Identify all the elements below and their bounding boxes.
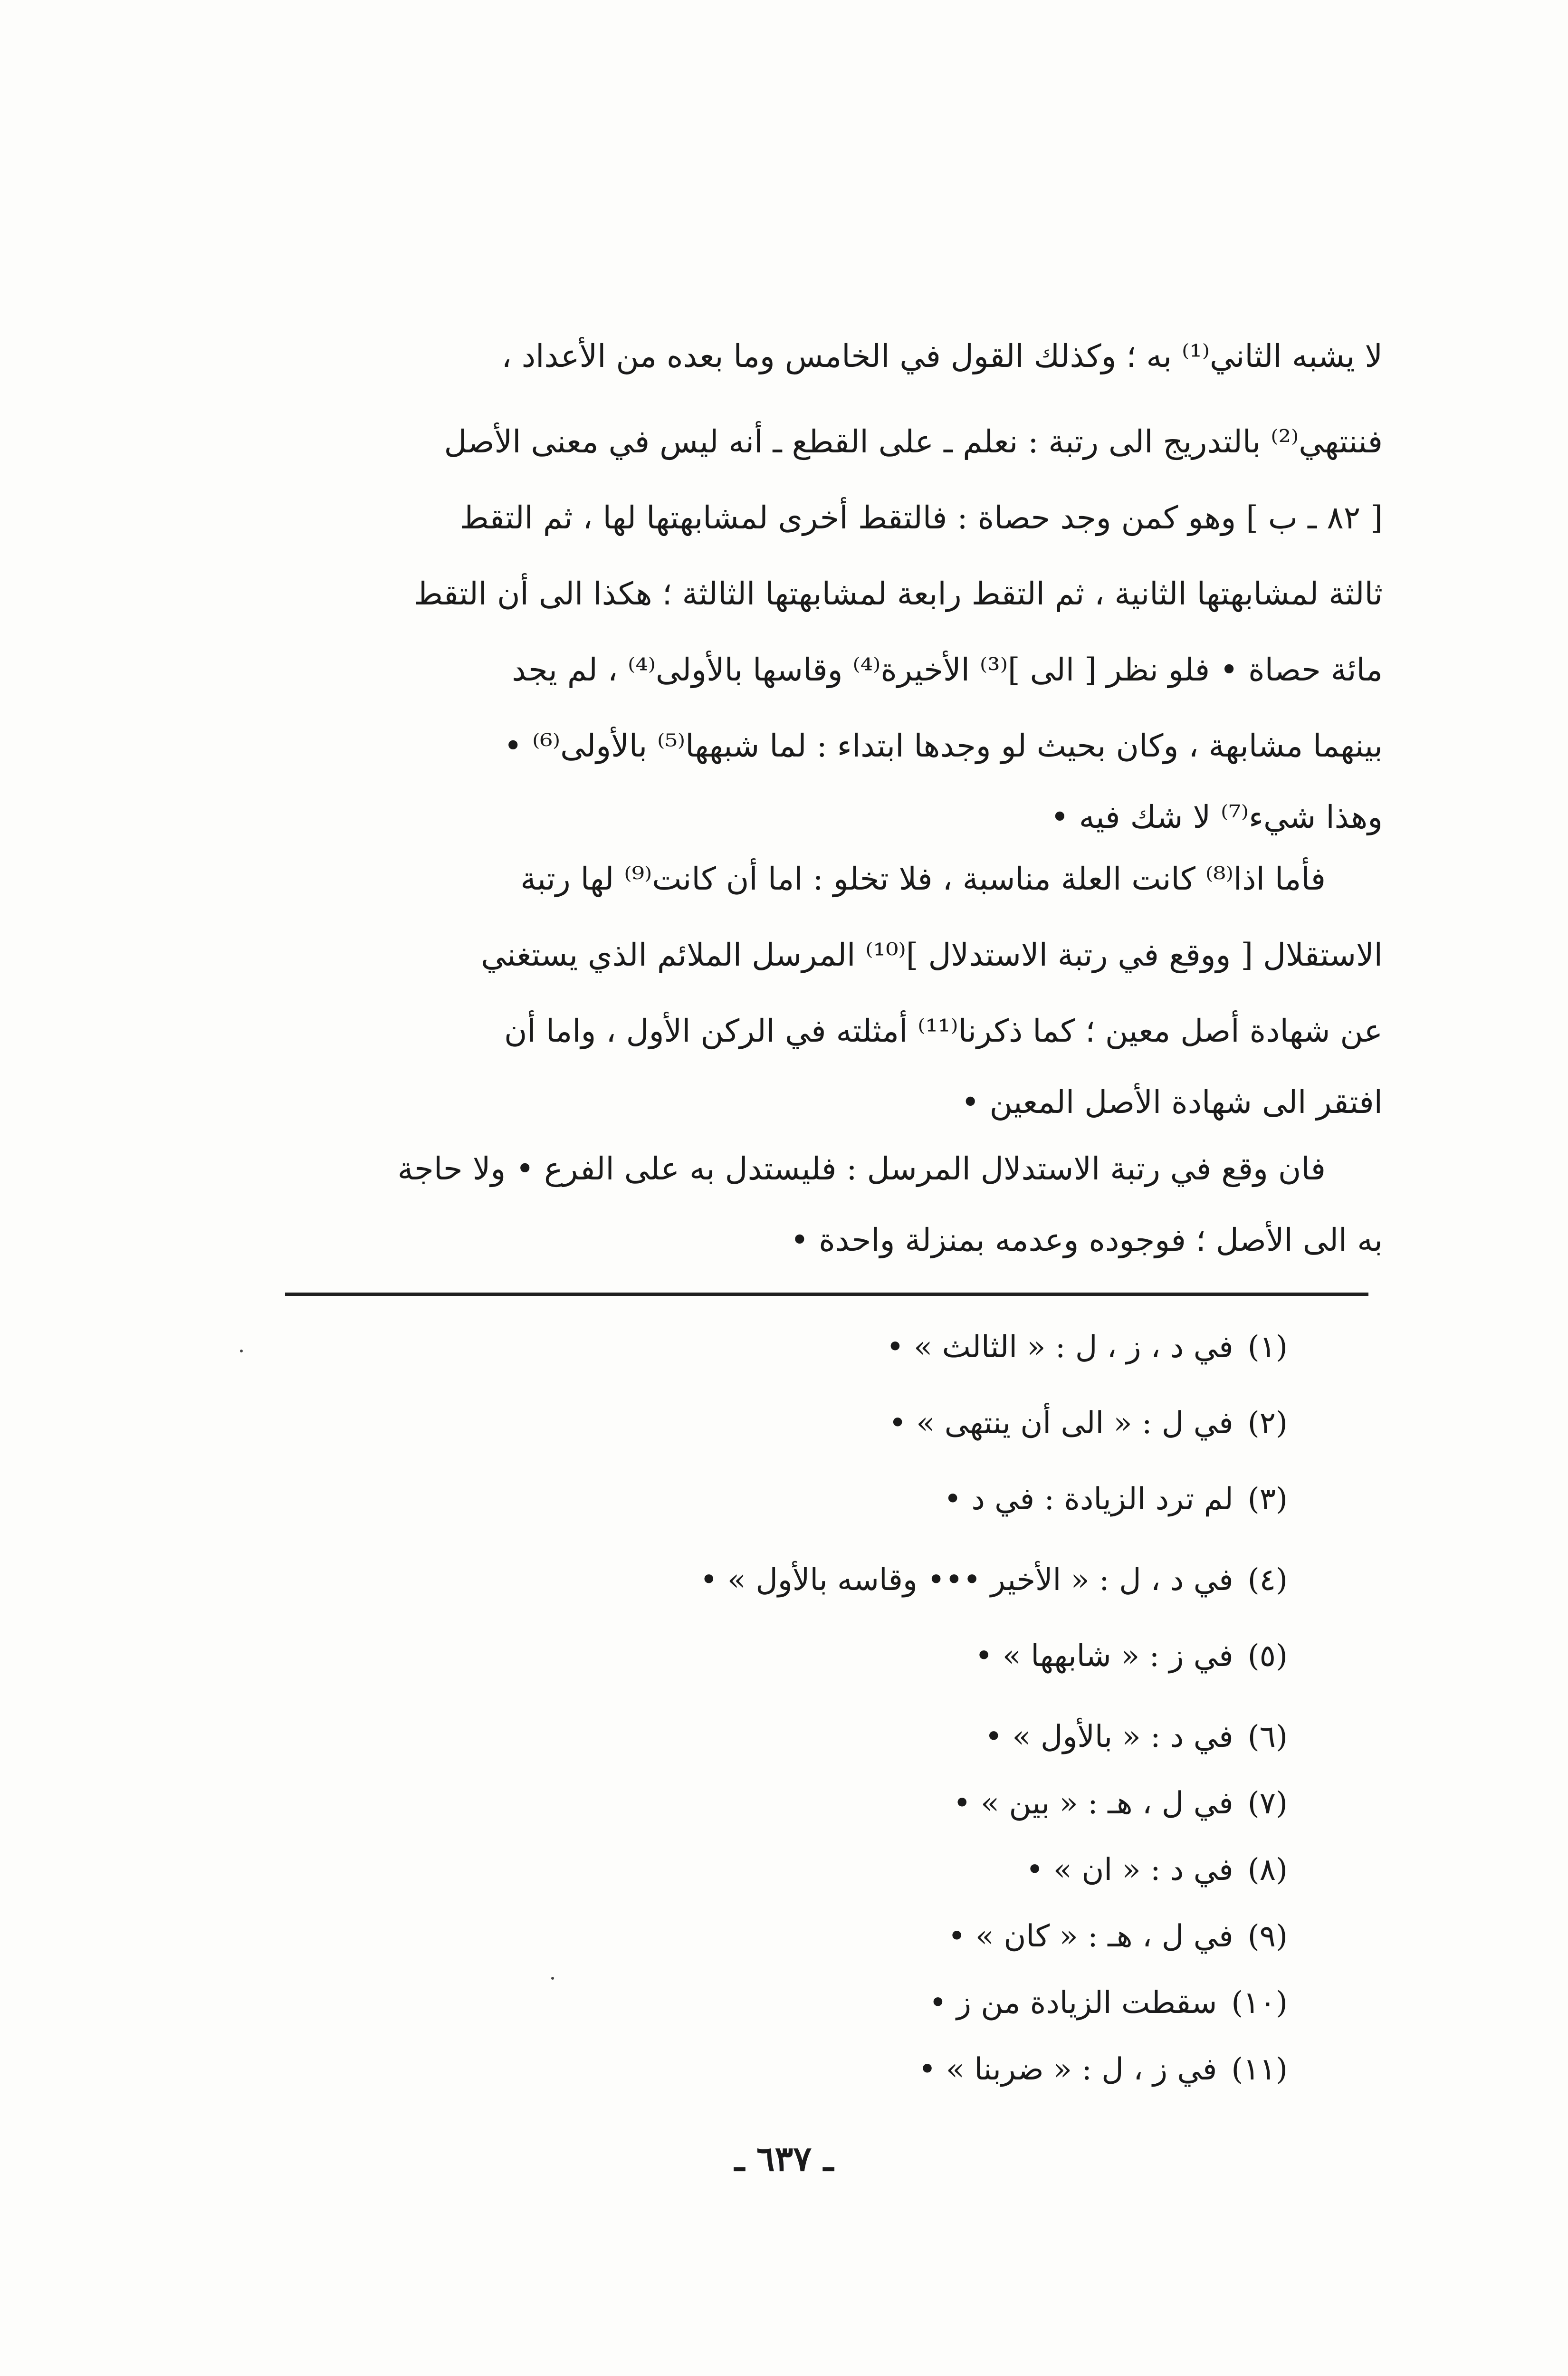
footnote-2 bbox=[889, 1402, 1288, 1445]
footnote-6 bbox=[985, 1715, 1288, 1758]
text-line: بينهما مشابهة ، وكان بحيث لو وجدها ابتداء : لما شبهها⁽⁵⁾ بالأولى⁽⁶⁾ • bbox=[504, 728, 1383, 764]
footnote-number: (٩) bbox=[1247, 1919, 1288, 1954]
scan-speck bbox=[551, 1977, 554, 1980]
text-line: فننتهي⁽²⁾ بالتدريج الى رتبة : نعلم ـ على القطع ـ أنه ليس في معنى الأصل bbox=[444, 423, 1383, 460]
footnote-number: (٧) bbox=[1247, 1786, 1288, 1821]
text-line: [ ٨٢ ـ ب ] وهو كمن وجد حصاة : فالتقط أخرى لمشابهتها لها ، ثم التقط bbox=[459, 499, 1383, 536]
footnote-number: (٣) bbox=[1247, 1482, 1288, 1517]
footnote-text: في ل : « الى أن ينتهى » • bbox=[889, 1406, 1233, 1441]
footnote-text: لم ترد الزيادة : في د • bbox=[944, 1482, 1233, 1517]
footnote-text: في د : « بالأول » • bbox=[985, 1719, 1233, 1754]
footnote-number: (١) bbox=[1247, 1330, 1288, 1365]
text-line: افتقر الى شهادة الأصل المعين • bbox=[961, 1084, 1383, 1121]
footnote-text: في د ، ل : « الأخير ••• وقاسه بالأول » • bbox=[699, 1562, 1233, 1598]
footnote-11 bbox=[918, 2048, 1288, 2091]
footnote-5 bbox=[975, 1635, 1288, 1677]
footnote-text: سقطت الزيادة من ز • bbox=[929, 1985, 1217, 2021]
text-line: الاستقلال [ ووقع في رتبة الاستدلال ]⁽¹⁰⁾ المرسل الملائم الذي يستغني bbox=[481, 937, 1383, 973]
scan-speck bbox=[240, 1350, 243, 1352]
text-line: مائة حصاة • فلو نظر [ الى ]⁽³⁾ الأخيرة⁽⁴⁾ وقاسها بالأولى⁽⁴⁾ ، لم يجد bbox=[512, 651, 1383, 688]
text-line: فأما اذا⁽⁸⁾ كانت العلة مناسبة ، فلا تخلو : اما أن كانت⁽⁹⁾ لها رتبة bbox=[520, 861, 1326, 897]
text-line: عن شهادة أصل معين ؛ كما ذكرنا⁽¹¹⁾ أمثلته في الركن الأول ، واما أن bbox=[504, 1013, 1383, 1049]
footnote-number: (٢) bbox=[1247, 1406, 1288, 1441]
footnote-number: (٤) bbox=[1247, 1562, 1288, 1598]
footnote-text: في ل ، هـ : « بين » • bbox=[953, 1786, 1233, 1821]
footnote-number: (٨) bbox=[1247, 1852, 1288, 1887]
footnote-7 bbox=[953, 1782, 1288, 1825]
footnote-separator bbox=[285, 1293, 1368, 1296]
footnote-text: في د : « ان » • bbox=[1025, 1852, 1233, 1887]
text-line: فان وقع في رتبة الاستدلال المرسل : فليستدل به على الفرع • ولا حاجة bbox=[397, 1150, 1326, 1187]
page-number: ـ ٦٣٧ ـ bbox=[734, 2138, 834, 2179]
footnote-text: في د ، ز ، ل : « الثالث » • bbox=[886, 1330, 1233, 1365]
footnote-number: (٥) bbox=[1247, 1638, 1288, 1674]
footnote-1 bbox=[886, 1326, 1288, 1369]
text-line: لا يشبه الثاني⁽¹⁾ به ؛ وكذلك القول في الخامس وما بعده من الأعداد ، bbox=[501, 338, 1383, 374]
footnote-3 bbox=[944, 1478, 1288, 1521]
footnote-text: في ز : « شابهها » • bbox=[975, 1638, 1233, 1674]
footnote-8 bbox=[1026, 1849, 1288, 1891]
text-line: به الى الأصل ؛ فوجوده وعدمه بمنزلة واحدة • bbox=[790, 1222, 1383, 1258]
footnote-number: (٦) bbox=[1247, 1719, 1288, 1754]
footnote-number: (١١) bbox=[1231, 2052, 1288, 2087]
footnote-10 bbox=[929, 1982, 1288, 2024]
footnote-4 bbox=[700, 1559, 1288, 1601]
text-line: ثالثة لمشابهتها الثانية ، ثم التقط رابعة لمشابهتها الثالثة ؛ هكذا الى أن التقط bbox=[413, 575, 1383, 612]
footnote-9 bbox=[948, 1915, 1288, 1958]
text-line: وهذا شيء⁽⁷⁾ لا شك فيه • bbox=[1050, 799, 1383, 835]
footnote-text: في ز ، ل : « ضربنا » • bbox=[918, 2052, 1217, 2087]
footnote-number: (١٠) bbox=[1231, 1985, 1288, 2021]
footnote-text: في ل ، هـ : « كان » • bbox=[947, 1919, 1233, 1954]
